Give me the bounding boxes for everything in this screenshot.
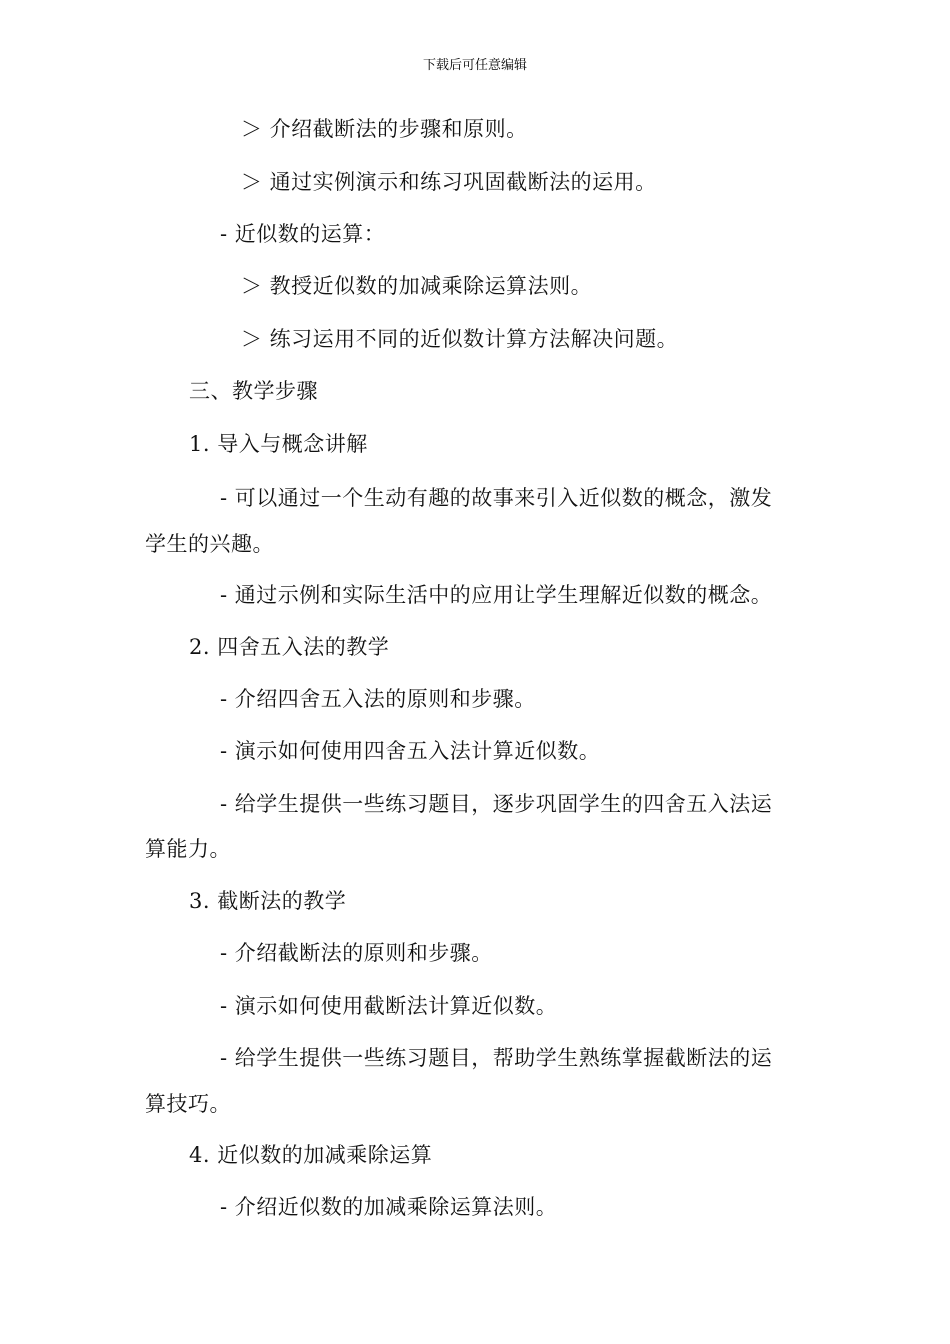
step-3-bullet-principles: - 介绍截断法的原则和步骤。	[220, 941, 493, 965]
step-1-heading: 1. 导入与概念讲解	[189, 432, 368, 456]
step-1-bullet-story-line2: 学生的兴趣。	[145, 532, 274, 556]
sub-bullet-operation-practice: ＞ 练习运用不同的近似数计算方法解决问题。	[241, 327, 679, 351]
step-3-bullet-practice-line1: - 给学生提供一些练习题目，帮助学生熟练掌握截断法的运	[220, 1046, 773, 1070]
sub-bullet-truncation-practice: ＞ 通过实例演示和练习巩固截断法的运用。	[241, 170, 657, 194]
step-3-bullet-practice-line2: 算技巧。	[145, 1092, 231, 1116]
step-2-bullet-demo: - 演示如何使用四舍五入法计算近似数。	[220, 739, 601, 763]
step-2-heading: 2. 四舍五入法的教学	[189, 635, 390, 659]
step-4-heading: 4. 近似数的加减乘除运算	[189, 1143, 433, 1167]
sub-bullet-operation-rules: ＞ 教授近似数的加减乘除运算法则。	[241, 274, 593, 298]
step-1-bullet-examples: - 通过示例和实际生活中的应用让学生理解近似数的概念。	[220, 583, 773, 607]
step-2-bullet-practice-line2: 算能力。	[145, 837, 231, 861]
step-2-bullet-practice-line1: - 给学生提供一些练习题目，逐步巩固学生的四舍五入法运	[220, 792, 773, 816]
step-3-bullet-demo: - 演示如何使用截断法计算近似数。	[220, 994, 558, 1018]
section-heading-teaching-steps: 三、教学步骤	[189, 379, 318, 403]
sub-bullet-truncation-steps: ＞ 介绍截断法的步骤和原则。	[241, 117, 528, 141]
step-1-bullet-story-line1: - 可以通过一个生动有趣的故事来引入近似数的概念，激发	[220, 486, 773, 510]
bullet-approx-operations: - 近似数的运算：	[220, 222, 386, 246]
step-2-bullet-principles: - 介绍四舍五入法的原则和步骤。	[220, 687, 536, 711]
page-header: 下载后可任意编辑	[422, 58, 527, 73]
step-4-bullet-rules: - 介绍近似数的加减乘除运算法则。	[220, 1195, 558, 1219]
step-3-heading: 3. 截断法的教学	[189, 889, 347, 913]
